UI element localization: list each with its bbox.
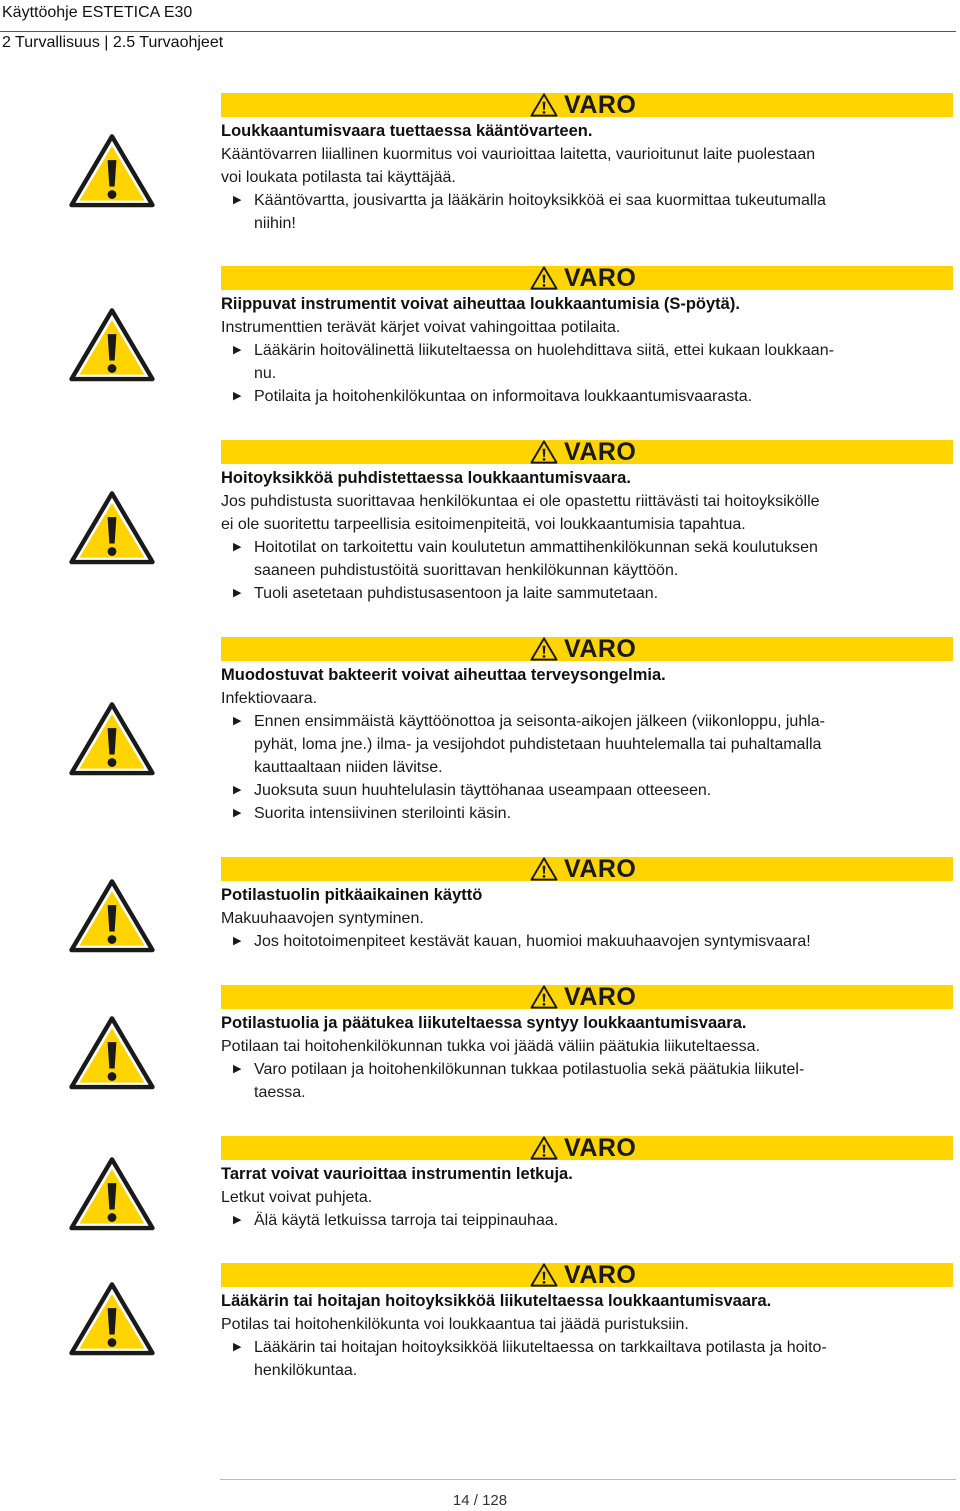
action-item-line: pyhät, loma jne.) ilma- ja vesijohdot puhdistetaan huuhtelemalla tai puhaltamalla [254, 736, 822, 753]
action-item [221, 385, 953, 408]
action-item [221, 930, 953, 953]
breadcrumb: 2 Turvallisuus | 2.5 Turvaohjeet [2, 34, 224, 51]
banner-warning-icon [530, 440, 564, 464]
triangle-right-icon: ▶ [233, 1341, 242, 1353]
page-number: 14 / 128 [452, 1492, 508, 1509]
banner-warning-icon [530, 1136, 564, 1160]
action-item-line: Suorita intensiivinen sterilointi käsin. [254, 805, 512, 822]
warning-content [221, 637, 953, 825]
warning-heading: Potilastuolia ja päätukea liikuteltaessa syntyy loukkaantumisvaara. [221, 1014, 747, 1032]
action-item-line: henkilökuntaa. [254, 1362, 358, 1379]
action-item [221, 189, 953, 235]
warning-content [221, 1263, 953, 1382]
warning-description-line: Kääntövarren liiallinen kuormitus voi vaurioittaa laitetta, vaurioitunut laite puolestaan [221, 146, 816, 163]
warning-heading: Muodostuvat bakteerit voivat aiheuttaa terveysongelmia. [221, 666, 666, 684]
signal-word: VARO [564, 91, 637, 119]
signal-word: VARO [564, 1134, 637, 1162]
warning-triangle-icon [68, 1155, 156, 1233]
warning-triangle-icon [68, 489, 156, 567]
triangle-right-icon: ▶ [233, 344, 242, 356]
warning-heading: Potilastuolin pitkäaikainen käyttö [221, 886, 483, 904]
warning-triangle-icon [68, 132, 156, 210]
signal-banner [221, 93, 953, 117]
action-item-line: Ennen ensimmäistä käyttöönottoa ja seisonta-aikojen jälkeen (viikonloppu, juhla- [254, 713, 825, 730]
signal-banner [221, 637, 953, 661]
triangle-right-icon: ▶ [233, 935, 242, 947]
warning-heading: Riippuvat instrumentit voivat aiheuttaa loukkaantumisia (S-pöytä). [221, 295, 740, 313]
action-item [221, 710, 953, 779]
action-item [221, 339, 953, 385]
action-item [221, 536, 953, 582]
signal-word: VARO [564, 264, 637, 292]
warning-description-line: ei ole suoritettu tarpeellisia esitoimenpiteitä, voi loukkaantumisia tapahtua. [221, 516, 746, 533]
signal-word: VARO [564, 855, 637, 883]
action-item-line: Potilaita ja hoitohenkilökuntaa on informoitava loukkaantumisvaarasta. [254, 388, 753, 405]
warning-content [221, 93, 953, 235]
action-item-line: saaneen puhdistustöitä suorittavan henkilökunnan käyttöön. [254, 562, 679, 579]
warning-description-line: Jos puhdistusta suorittavaa henkilökuntaa ei ole opastettu riittävästi tai hoitoyksikölle [221, 493, 820, 510]
warning-heading: Hoitoyksikköä puhdistettaessa loukkaantumisvaara. [221, 469, 631, 487]
header-divider [0, 31, 956, 32]
triangle-right-icon: ▶ [233, 784, 242, 796]
action-item [221, 582, 953, 605]
signal-banner [221, 440, 953, 464]
warning-triangle-icon [68, 1014, 156, 1092]
action-item-line: Lääkärin tai hoitajan hoitoyksikköä liikuteltaessa on tarkkailtava potilasta ja hoito- [254, 1339, 827, 1356]
warning-content [221, 1136, 953, 1232]
signal-banner [221, 266, 953, 290]
triangle-right-icon: ▶ [233, 807, 242, 819]
document-title: Käyttöohje ESTETICA E30 [2, 4, 193, 21]
warning-description-line: voi loukata potilasta tai käyttäjää. [221, 169, 456, 186]
action-item-line: Juoksuta suun huuhtelulasin täyttöhanaa useampaan otteeseen. [254, 782, 712, 799]
banner-warning-icon [530, 985, 564, 1009]
action-item-line: nu. [254, 365, 277, 382]
warning-description-line: Infektiovaara. [221, 690, 318, 707]
warning-description-line: Instrumenttien terävät kärjet voivat vahingoittaa potilaita. [221, 319, 621, 336]
warning-triangle-icon [68, 700, 156, 778]
triangle-right-icon: ▶ [233, 1214, 242, 1226]
banner-warning-icon [530, 1263, 564, 1287]
warning-triangle-icon [68, 1280, 156, 1358]
warning-description-line: Letkut voivat puhjeta. [221, 1189, 373, 1206]
warning-heading: Loukkaantumisvaara tuettaessa kääntövarteen. [221, 122, 593, 140]
warning-content [221, 985, 953, 1104]
action-item-line: niihin! [254, 215, 296, 232]
signal-word: VARO [564, 438, 637, 466]
triangle-right-icon: ▶ [233, 390, 242, 402]
action-item [221, 802, 953, 825]
action-item [221, 1209, 953, 1232]
warning-triangle-icon [68, 877, 156, 955]
triangle-right-icon: ▶ [233, 1063, 242, 1075]
warning-content [221, 440, 953, 605]
warning-description-line: Potilas tai hoitohenkilökunta voi loukkaantua tai jäädä puristuksiin. [221, 1316, 689, 1333]
warning-content [221, 266, 953, 408]
action-item-line: Varo potilaan ja hoitohenkilökunnan tukkaa potilastuolia sekä päätukia liikutel- [254, 1061, 805, 1078]
triangle-right-icon: ▶ [233, 194, 242, 206]
signal-banner [221, 985, 953, 1009]
warning-content [221, 857, 953, 953]
signal-banner [221, 857, 953, 881]
banner-warning-icon [530, 857, 564, 881]
triangle-right-icon: ▶ [233, 715, 242, 727]
warning-heading: Tarrat voivat vaurioittaa instrumentin letkuja. [221, 1165, 573, 1183]
action-item-line: Jos hoitotoimenpiteet kestävät kauan, huomioi makuuhaavojen syntymisvaara! [254, 933, 811, 950]
action-item-line: Älä käytä letkuissa tarroja tai teippinauhaa. [254, 1212, 559, 1229]
banner-warning-icon [530, 266, 564, 290]
action-item-line: Kääntövartta, jousivartta ja lääkärin hoitoyksikköä ei saa kuormittaa tukeutumalla [254, 192, 826, 209]
triangle-right-icon: ▶ [233, 587, 242, 599]
action-item-line: taessa. [254, 1084, 306, 1101]
signal-word: VARO [564, 983, 637, 1011]
warning-heading: Lääkärin tai hoitajan hoitoyksikköä liikuteltaessa loukkaantumisvaara. [221, 1292, 772, 1310]
banner-warning-icon [530, 637, 564, 661]
action-item-line: Lääkärin hoitovälinettä liikuteltaessa on huolehdittava siitä, ettei kukaan loukkaan- [254, 342, 834, 359]
warning-triangle-icon [68, 306, 156, 384]
action-item [221, 1336, 953, 1382]
signal-banner [221, 1136, 953, 1160]
signal-word: VARO [564, 635, 637, 663]
signal-banner [221, 1263, 953, 1287]
action-item-line: Tuoli asetetaan puhdistusasentoon ja laite sammutetaan. [254, 585, 659, 602]
action-item-line: Hoitotilat on tarkoitettu vain koulutetun ammattihenkilökunnan sekä koulutuksen [254, 539, 818, 556]
signal-word: VARO [564, 1261, 637, 1289]
warning-description-line: Potilaan tai hoitohenkilökunnan tukka voi jäädä väliin päätukia liikuteltaessa. [221, 1038, 761, 1055]
action-item-line: kauttaaltaan niiden lävitse. [254, 759, 443, 776]
banner-warning-icon [530, 93, 564, 117]
triangle-right-icon: ▶ [233, 541, 242, 553]
action-item [221, 1058, 953, 1104]
warning-description-line: Makuuhaavojen syntyminen. [221, 910, 424, 927]
action-item [221, 779, 953, 802]
footer-divider [220, 1479, 956, 1480]
